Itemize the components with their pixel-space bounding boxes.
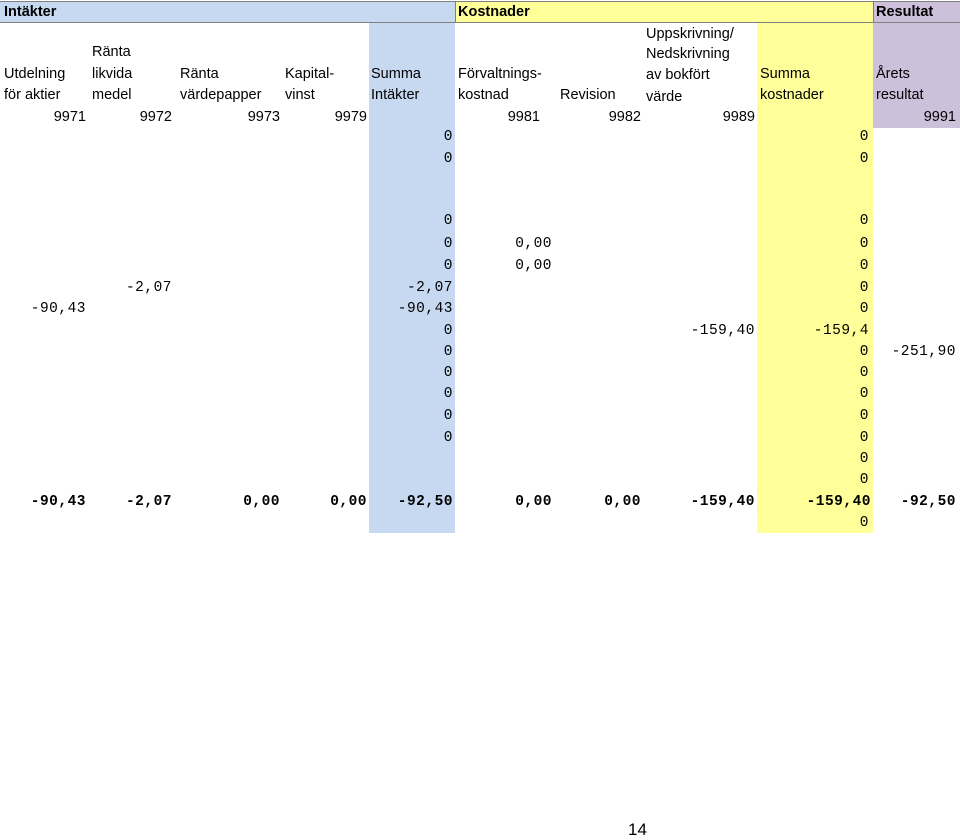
cell-dividends: -90,43: [30, 301, 86, 317]
cell-total-costs: 0: [859, 213, 869, 229]
cell-writedown: -159,40: [690, 323, 755, 339]
gridline: [455, 1, 456, 23]
cell-total-income: 0: [443, 236, 453, 252]
cell-total-costs: 0: [859, 344, 869, 360]
total-costs-sum: -159,40: [806, 494, 871, 510]
total-audit: 0,00: [604, 494, 641, 510]
cell-total-income: -90,43: [397, 301, 453, 317]
account-code: 9981: [507, 109, 540, 125]
cell-total-costs: 0: [859, 151, 869, 167]
cell-total-income: 0: [443, 430, 453, 446]
total-interest-securities: 0,00: [243, 494, 280, 510]
account-code: 9991: [923, 109, 956, 125]
cell-total-costs: 0: [859, 365, 869, 381]
cell-total-income: 0: [443, 129, 453, 145]
cell-total-income: 0: [443, 386, 453, 402]
spreadsheet-page: Intäkter Kostnader Resultat Utdelning för aktier Ränta likvida medel Ränta värdepapper Kapital- vinst Summa Intäkter Förvaltnings- kostnad Revision Uppskrivning/ Nedskrivning av bokfört värde Summa kostnader Årets resultat 9971 9972 9973 9979 9981 9982 9989 9991 0 0 0 0 0 0 0 0,00 0 0 0,00 0 -2,07 -2,07 0 -90,43 -90,43 0 0 -159,40 -159,4 0 0 -251,90 0 0 0 0 0 0 0 0 0 0 -90,43 -2,07 0,00 0,00 -92,50 0,00 0,00 -159,40 -159,40 -92,50 0 14: [0, 0, 960, 838]
cell-total-costs: 0: [859, 280, 869, 296]
top-border: [0, 1, 960, 2]
cell-total-costs: 0: [859, 408, 869, 424]
cell-total-costs: 0: [859, 451, 869, 467]
cell-total-income: 0: [443, 365, 453, 381]
total-dividends: -90,43: [30, 494, 86, 510]
account-code: 9982: [608, 109, 641, 125]
cell-total-costs: 0: [859, 129, 869, 145]
cell-total-income: -2,07: [406, 280, 453, 296]
total-admin-cost: 0,00: [515, 494, 552, 510]
cell-total-costs: 0: [859, 258, 869, 274]
cell-admin-cost: 0,00: [515, 236, 552, 252]
cell-admin-cost: 0,00: [515, 258, 552, 274]
page-number: 14: [628, 820, 647, 839]
cell-total-income: 0: [443, 213, 453, 229]
account-code: 9971: [53, 109, 86, 125]
trailing-total-costs: 0: [859, 515, 869, 531]
account-code: 9979: [334, 109, 367, 125]
account-code: 9972: [139, 109, 172, 125]
costs-section-header: Kostnader: [458, 4, 530, 20]
total-writedown: -159,40: [690, 494, 755, 510]
header-border: [0, 22, 960, 23]
cell-total-costs: -159,4: [813, 323, 869, 339]
cell-total-income: 0: [443, 408, 453, 424]
total-income-sum: -92,50: [397, 494, 453, 510]
cell-total-costs: 0: [859, 430, 869, 446]
cell-total-income: 0: [443, 151, 453, 167]
cell-interest-liquid: -2,07: [125, 280, 172, 296]
cell-total-income: 0: [443, 323, 453, 339]
cell-year-result: -251,90: [891, 344, 956, 360]
total-capital-gain: 0,00: [330, 494, 367, 510]
result-section-header: Resultat: [876, 4, 934, 20]
cell-total-costs: 0: [859, 236, 869, 252]
cell-total-income: 0: [443, 258, 453, 274]
cell-total-income: 0: [443, 344, 453, 360]
income-section-header: Intäkter: [4, 4, 57, 20]
gridline: [873, 1, 874, 23]
total-interest-liquid: -2,07: [125, 494, 172, 510]
cell-total-costs: 0: [859, 301, 869, 317]
account-code: 9989: [722, 109, 755, 125]
account-code: 9973: [247, 109, 280, 125]
cell-total-costs: 0: [859, 386, 869, 402]
total-year-result: -92,50: [900, 494, 956, 510]
cell-total-costs: 0: [859, 472, 869, 488]
